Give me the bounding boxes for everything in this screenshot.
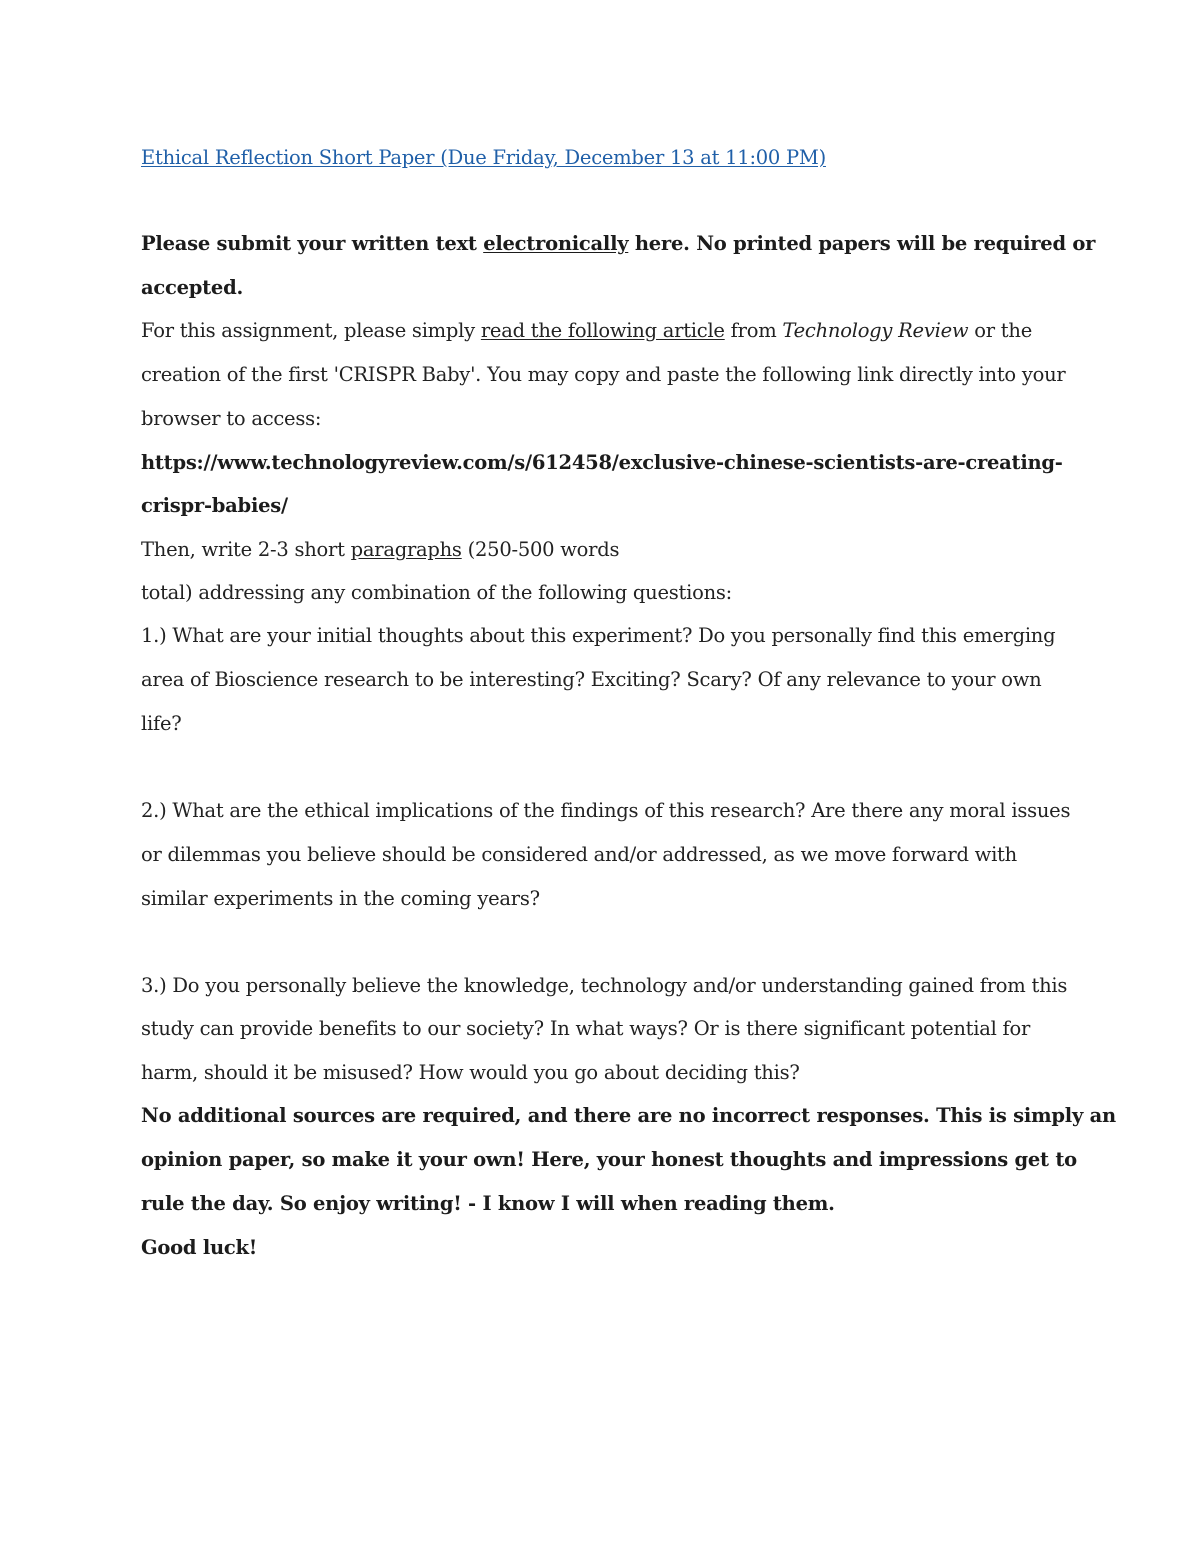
- instructions-text-b: (250-500 words: [461, 538, 620, 561]
- question-3-line-1: 3.) Do you personally believe the knowledge, technology and/or understanding gained from this: [141, 974, 1068, 997]
- assignment-text-b: from: [724, 319, 783, 342]
- question-2-line-3: similar experiments in the coming years?: [141, 887, 540, 910]
- intro-line-1: [141, 230, 1095, 258]
- publication-name: Technology Review: [782, 319, 969, 342]
- question-3-line-2: study can provide benefits to our society? In what ways? Or is there significant potential for: [141, 1017, 1031, 1040]
- closing-line-1: No additional sources are required, and there are no incorrect responses. This is simply an: [141, 1104, 1116, 1127]
- question-1-line-2: area of Bioscience research to be interesting? Exciting? Scary? Of any relevance to your own: [141, 668, 1042, 691]
- assignment-line-3: browser to access:: [141, 407, 322, 430]
- article-url-line-1: https://www.technologyreview.com/s/612458/exclusive-chinese-scientists-are-creating-: [141, 451, 1063, 474]
- assignment-line-1: [141, 317, 1032, 345]
- intro-text-a: Please submit your written text: [141, 232, 484, 255]
- assignment-text-c: or the: [968, 319, 1032, 342]
- assignment-text-a: For this assignment, please simply: [141, 319, 481, 342]
- closing-good-luck: Good luck!: [141, 1236, 258, 1259]
- question-1-line-3: life?: [141, 712, 182, 735]
- paragraphs-emphasis: paragraphs: [350, 538, 462, 561]
- instructions-line-2: total) addressing any combination of the following questions:: [141, 581, 732, 604]
- electronically-emphasis: electronically: [483, 232, 629, 255]
- article-link-text: read the following article: [480, 319, 725, 342]
- closing-line-3: rule the day. So enjoy writing! - I know I will when reading them.: [141, 1192, 835, 1215]
- document-page: [141, 0, 1116, 1553]
- question-3-line-3: harm, should it be misused? How would you go about deciding this?: [141, 1061, 800, 1084]
- instructions-text-a: Then, write 2-3 short: [141, 538, 351, 561]
- instructions-line-1: [141, 536, 619, 564]
- question-2-line-2: or dilemmas you believe should be considered and/or addressed, as we move forward with: [141, 843, 1017, 866]
- assignment-line-2: creation of the first 'CRISPR Baby'. You may copy and paste the following link directly into your: [141, 363, 1066, 386]
- article-url-line-2: crispr-babies/: [141, 494, 288, 517]
- assignment-title-link[interactable]: Ethical Reflection Short Paper (Due Friday, December 13 at 11:00 PM): [141, 146, 826, 169]
- question-2-line-1: 2.) What are the ethical implications of the findings of this research? Are there any moral issues: [141, 799, 1071, 822]
- intro-text-b: here. No printed papers will be required or: [628, 232, 1096, 255]
- intro-line-2: accepted.: [141, 276, 244, 299]
- closing-line-2: opinion paper, so make it your own! Here, your honest thoughts and impressions get to: [141, 1148, 1077, 1171]
- question-1-line-1: 1.) What are your initial thoughts about this experiment? Do you personally find this emerging: [141, 624, 1056, 647]
